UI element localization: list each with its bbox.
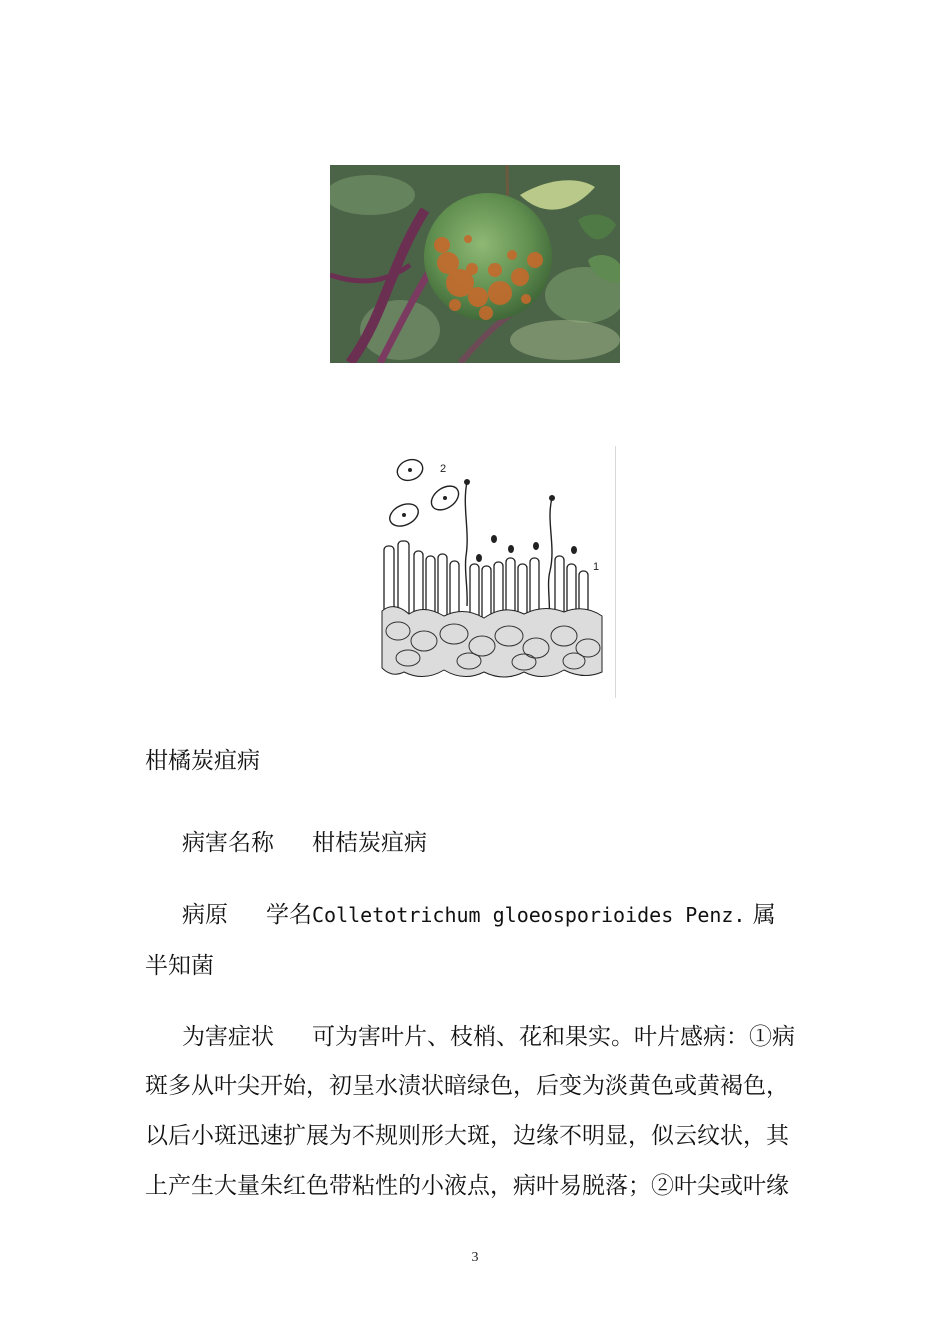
symptoms-paragraph-line-4 bbox=[145, 1171, 789, 1201]
citrus-fruit-image bbox=[330, 165, 620, 363]
symptoms-label: 为害症状 bbox=[182, 1024, 274, 1050]
pathogen-row bbox=[182, 900, 776, 930]
symptoms-line-1: 可为害叶片、枝梢、花和果实。叶片感病：①病 bbox=[312, 1024, 795, 1050]
section-title bbox=[145, 746, 260, 776]
diagram-label-2: 2 bbox=[440, 463, 447, 475]
disease-name-label: 病害名称 bbox=[182, 830, 274, 856]
symptoms-line-4: 上产生大量朱红色带粘性的小液点，病叶易脱落；②叶尖或叶缘 bbox=[145, 1173, 789, 1199]
diagram-label-1: 1 bbox=[593, 561, 600, 573]
pathogen-latin-name: Colletotrichum gloeosporioides Penz. bbox=[312, 903, 746, 927]
disease-name-row bbox=[182, 828, 427, 858]
pathogen-label: 病原 bbox=[182, 902, 228, 928]
disease-name-value: 柑桔炭疽病 bbox=[312, 830, 427, 856]
section-title-text: 柑橘炭疽病 bbox=[145, 748, 260, 774]
pathogen-prefix: 学名 bbox=[266, 902, 312, 928]
citrus-fruit-photo bbox=[330, 165, 620, 363]
acervulus-illustration bbox=[374, 446, 615, 698]
symptoms-row bbox=[182, 1022, 795, 1052]
pathogen-suffix: 属 bbox=[752, 902, 776, 928]
pathogen-class: 半知菌 bbox=[145, 953, 214, 979]
symptoms-paragraph-line-2 bbox=[145, 1071, 789, 1101]
pathogen-row-continuation bbox=[145, 951, 214, 981]
symptoms-line-2: 斑多从叶尖开始，初呈水渍状暗绿色，后变为淡黄色或黄褐色， bbox=[145, 1073, 789, 1099]
symptoms-paragraph-line-3 bbox=[145, 1121, 789, 1151]
symptoms-line-3: 以后小斑迅速扩展为不规则形大斑，边缘不明显，似云纹状，其 bbox=[145, 1123, 789, 1149]
page-number: 3 bbox=[471, 1250, 479, 1265]
pathogen-structure-diagram bbox=[374, 446, 616, 698]
